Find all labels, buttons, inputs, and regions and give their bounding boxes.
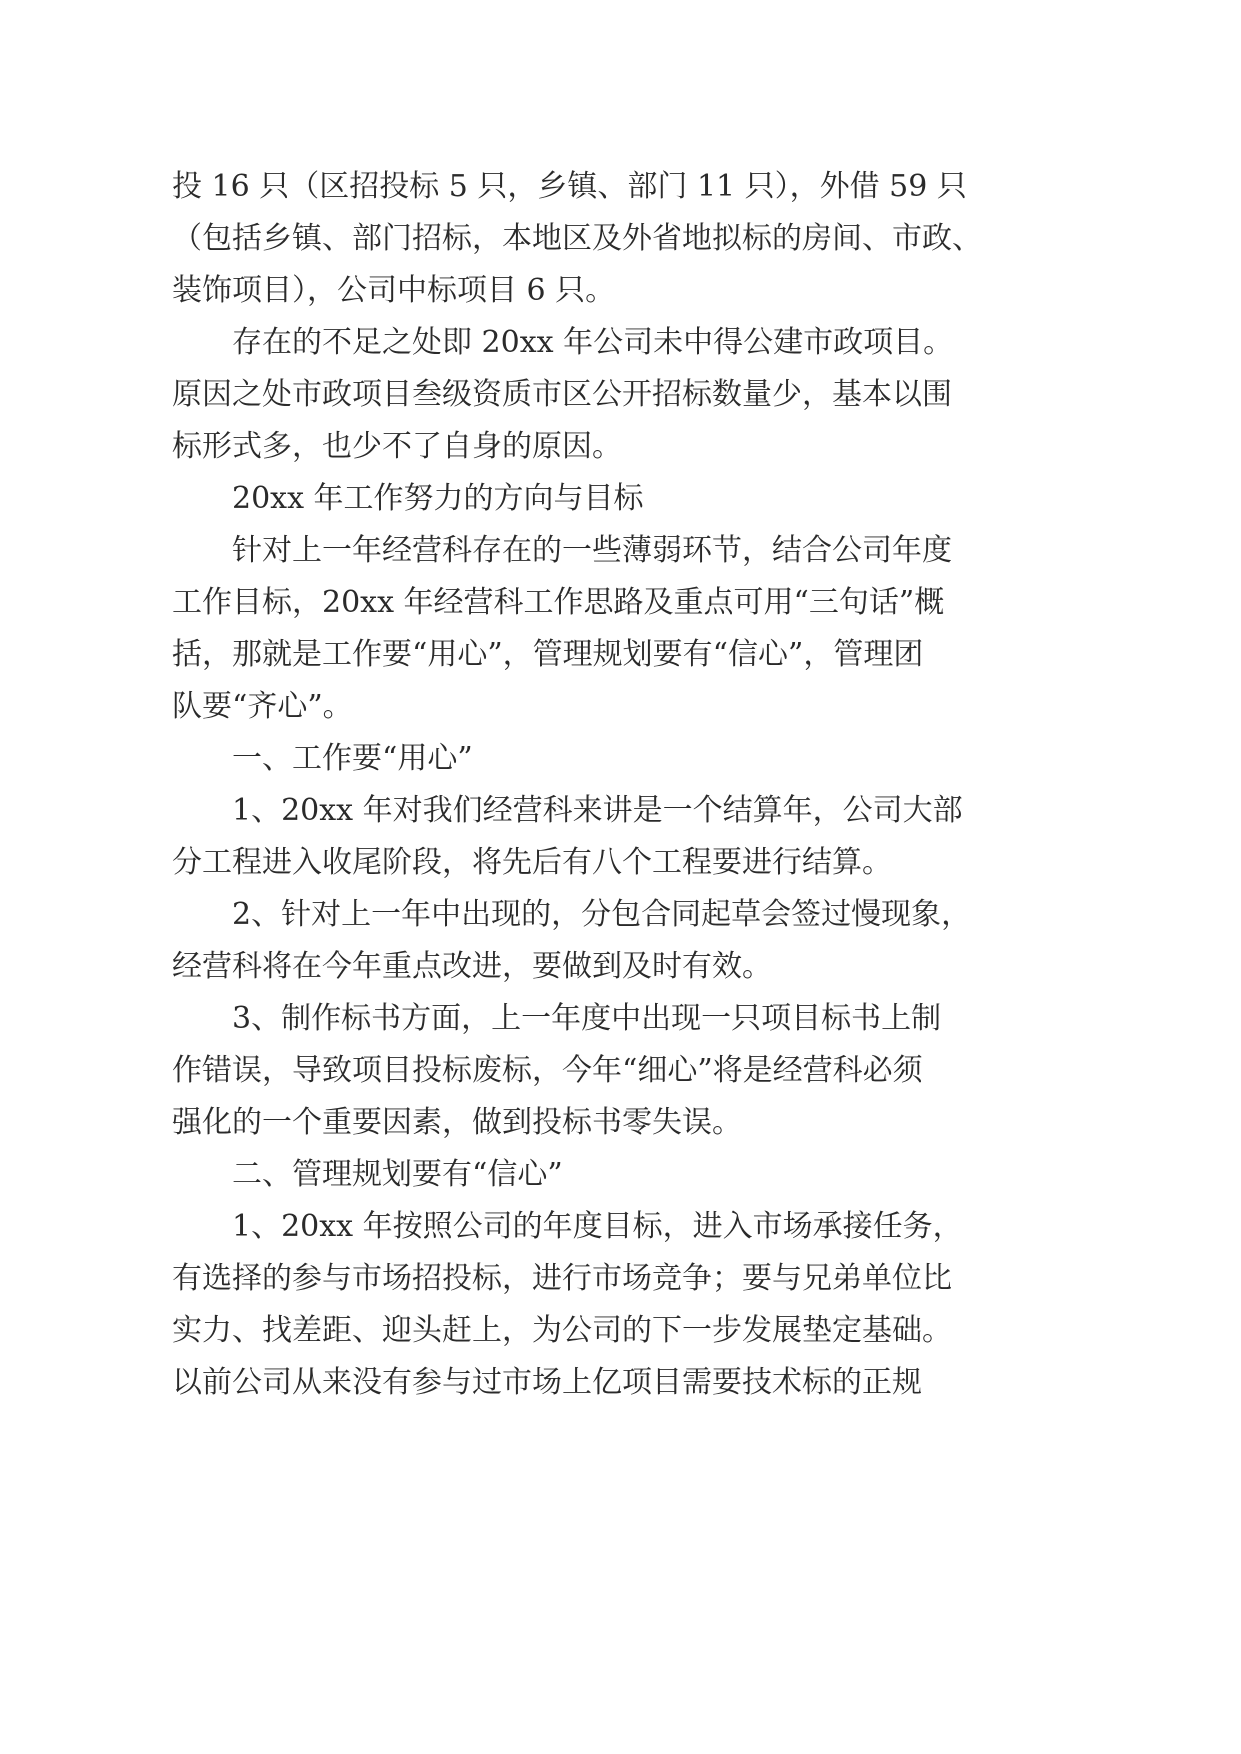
text-line-10: 括，那就是工作要“用心”，管理规划要有“信心”，管理团 [172, 637, 924, 672]
text-line-24: 以前公司从来没有参与过市场上亿项目需要技术标的正规 [172, 1365, 922, 1400]
text-line-13: 1、20xx 年对我们经营科来讲是一个结算年，公司大部 [232, 793, 963, 828]
text-line-9: 工作目标，20xx 年经营科工作思路及重点可用“三句话”概 [172, 585, 945, 620]
text-line-8: 针对上一年经营科存在的一些薄弱环节，结合公司年度 [232, 533, 952, 568]
text-line-5: 原因之处市政项目叁级资质市区公开招标数量少，基本以围 [172, 377, 952, 412]
text-line-14: 分工程进入收尾阶段，将先后有八个工程要进行结算。 [172, 845, 892, 880]
section-heading-1: 一、工作要“用心” [232, 741, 473, 776]
text-line-23: 实力、找差距、迎头赶上，为公司的下一步发展垫定基础。 [172, 1313, 952, 1348]
section-heading-goals: 20xx 年工作努力的方向与目标 [232, 481, 644, 516]
text-line-6: 标形式多，也少不了自身的原因。 [172, 429, 622, 464]
text-line-19: 强化的一个重要因素，做到投标书零失误。 [172, 1105, 742, 1140]
text-line-17: 3、制作标书方面，上一年度中出现一只项目标书上制 [232, 1001, 942, 1036]
text-line-4: 存在的不足之处即 20xx 年公司未中得公建市政项目。 [232, 325, 954, 360]
text-line-22: 有选择的参与市场招投标，进行市场竞争；要与兄弟单位比 [172, 1261, 952, 1296]
text-line-16: 经营科将在今年重点改进，要做到及时有效。 [172, 949, 772, 984]
text-line-18: 作错误，导致项目投标废标，今年“细心”将是经营科必须 [172, 1053, 923, 1088]
text-line-15: 2、针对上一年中出现的，分包合同起草会签过慢现象， [232, 897, 972, 932]
text-line-11: 队要“齐心”。 [172, 689, 353, 724]
text-line-1: 投 16 只（区招投标 5 只，乡镇、部门 11 只），外借 59 只 [172, 169, 967, 204]
text-line-21: 1、20xx 年按照公司的年度目标，进入市场承接任务， [232, 1209, 963, 1244]
text-line-3: 装饰项目），公司中标项目 6 只。 [172, 273, 616, 308]
section-heading-2: 二、管理规划要有“信心” [232, 1157, 563, 1192]
text-line-2: （包括乡镇、部门招标，本地区及外省地拟标的房间、市政、 [172, 221, 982, 256]
